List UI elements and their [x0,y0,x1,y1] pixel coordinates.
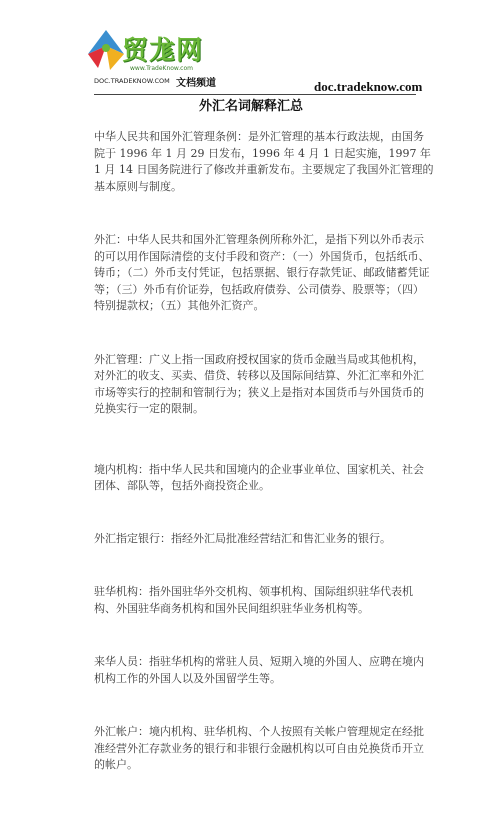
tradeknow-logo [84,24,234,94]
paragraph-forex-management: 外汇管理：广义上指一国政府授权国家的货币金融当局或其他机构，对外汇的收支、买卖、借贷、转移以及国际间结算、外汇汇率和外汇市场等实行的控制和管制行为；狭义上是指对本国货币与外国货币的兑换实行一定的限制。 [94,352,424,415]
page-header [0,0,502,114]
paragraph-resident-organizations: 驻华机构：指外国驻华外交机构、领事机构、国际组织驻华代表机构、外国驻华商务机构和国外民间组织驻华业务机构等。 [94,585,413,615]
logo-brand-text: 贸尨网 [122,36,204,66]
paragraph-forex-accounts: 外汇帐户：境内机构、驻华机构、个人按照有关帐户管理规定在经批准经营外汇存款业务的银行和非银行金融机构以可自由兑换货币开立的帐户。 [94,725,424,771]
document-body [94,129,434,774]
paragraph-visitors: 来华人员：指驻华机构的常驻人员、短期入境的外国人、应聘在境内机构工作的外国人以及外国留学生等。 [94,655,424,685]
paragraph-forex: 外汇：中华人民共和国外汇管理条例所称外汇，是指下列以外币表示的可以用作国际清偿的支付手段和资产：（一）外国货币，包括纸币、铸币；（二）外币支付凭证，包括票据、银行存款凭证、邮政储蓄凭证等；（三）外币有价证券，包括政府债券、公司债券、股票等；（四）特别提款权；（五）其他外汇资产。 [94,233,430,312]
logo-channel-text: 文档频道 [176,78,216,89]
site-url[interactable]: doc.tradeknow.com [314,79,423,94]
paragraph-domestic-institutions: 境内机构：指中华人民共和国境内的企业事业单位、国家机关、社会团体、部队等，包括外商投资企业。 [94,462,424,492]
paragraph-regulation: 中华人民共和国外汇管理条例：是外汇管理的基本行政法规，由国务院于 1996 年 1 月 29 日发布，1996 年 4 月 1 日起实施，1997 年 1 月 14 日国务院进行了修改并重新发布。主要规定了我国外汇管理的基本原则与制度。 [94,130,434,193]
document-title: 外汇名词解释汇总 [198,99,303,114]
paragraph-designated-banks: 外汇指定银行：指经外汇局批准经营结汇和售汇业务的银行。 [94,531,391,545]
logo-url-text: www.TradeKnow.com [130,65,193,72]
logo-doc-domain: DOC.TRADEKNOW.COM [94,77,170,85]
